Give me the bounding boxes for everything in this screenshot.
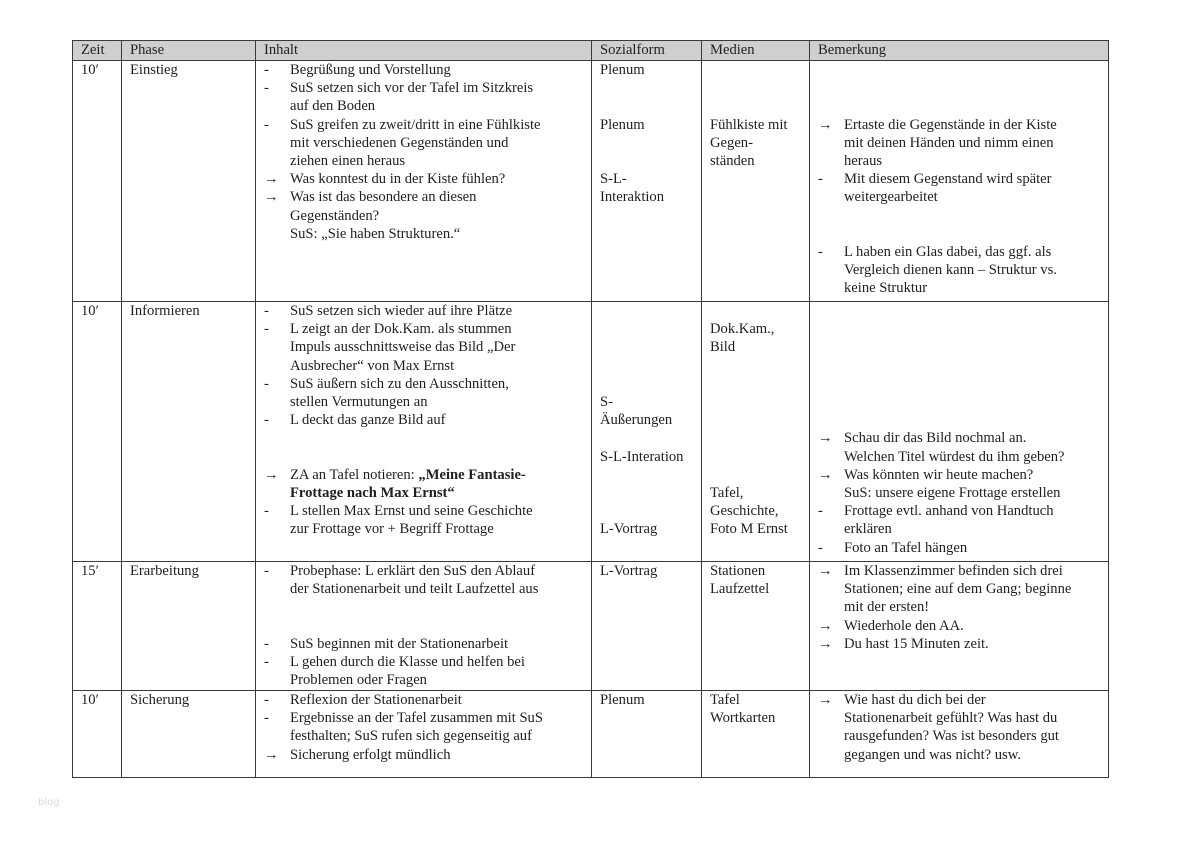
line-text: Reflexion der Stationenarbeit <box>290 692 462 708</box>
line-text: SuS äußern sich zu den Ausschnitten, <box>290 375 509 392</box>
line-text: Plenum <box>600 62 645 78</box>
spacer <box>710 97 803 115</box>
line-text: Schau dir das Bild nochmal an. <box>844 430 1027 447</box>
text-line <box>264 709 585 727</box>
text-line <box>818 484 1102 502</box>
line-text: Gegen- <box>710 134 753 151</box>
dash-bullet: - <box>264 62 269 78</box>
text-line <box>818 580 1102 598</box>
cell-zeit: 10′ <box>73 302 122 562</box>
text-line <box>818 520 1102 538</box>
line-text: S-L-Interation <box>600 448 684 465</box>
dash-bullet: - <box>818 503 823 520</box>
line-text: festhalten; SuS rufen sich gegenseitig auf <box>290 728 532 745</box>
line-text: erklären <box>844 521 892 538</box>
line-text: Was konntest du in der Kiste fühlen? <box>290 171 506 188</box>
spacer <box>600 79 695 97</box>
line-text: Begrüßung und Vorstellung <box>290 62 451 78</box>
header-zeit: Zeit <box>73 41 122 61</box>
line-text: Frottage nach Max Ernst“ <box>290 485 455 501</box>
dash-bullet: - <box>264 635 269 652</box>
line-text: Frottage evtl. anhand von Handtuch <box>844 503 1054 520</box>
text-line <box>818 116 1102 134</box>
line-text: S- <box>600 393 613 410</box>
cell-bemerkung <box>810 562 1109 691</box>
spacer <box>264 617 585 635</box>
text-line <box>264 188 585 206</box>
line-text: Wie hast du dich bei der <box>844 692 986 708</box>
cell-phase: Einstieg <box>122 61 256 302</box>
dash-bullet: - <box>818 539 823 556</box>
spacer <box>600 152 695 170</box>
spacer <box>264 448 585 466</box>
line-text: ständen <box>710 152 755 169</box>
spacer <box>710 448 803 466</box>
text-line <box>264 520 585 538</box>
text-line <box>600 393 695 411</box>
text-line <box>264 671 585 689</box>
text-line <box>264 562 585 580</box>
line-text: L gehen durch die Klasse und helfen bei <box>290 653 525 670</box>
spacer <box>600 357 695 375</box>
line-text: Plenum <box>600 116 645 133</box>
line-text: Was ist das besondere an diesen <box>290 189 477 206</box>
header-inhalt: Inhalt <box>256 41 592 61</box>
dash-bullet: - <box>264 503 269 520</box>
cell-medien <box>702 691 810 778</box>
text-line <box>818 279 1102 297</box>
text-line <box>710 502 803 520</box>
line-text: Impuls ausschnittsweise das Bild „Der <box>290 339 516 356</box>
line-text: Wiederhole den AA. <box>844 617 964 634</box>
cell-zeit: 15′ <box>73 562 122 691</box>
text-line <box>264 635 585 653</box>
spacer <box>600 429 695 447</box>
table-row <box>73 562 1109 691</box>
text-line <box>600 411 695 429</box>
text-line <box>264 484 585 502</box>
cell-bemerkung <box>810 61 1109 302</box>
line-text: der Stationenarbeit und teilt Laufzettel aus <box>290 581 539 598</box>
line-text: Tafel, <box>710 484 744 501</box>
spacer <box>818 97 1102 115</box>
line-text: Welchen Titel würdest du ihm geben? <box>844 448 1065 465</box>
spacer <box>264 429 585 447</box>
text-line <box>710 320 803 338</box>
line-text: SuS: „Sie haben Strukturen.“ <box>290 225 461 242</box>
spacer <box>710 411 803 429</box>
dash-bullet: - <box>818 243 823 260</box>
text-line <box>600 691 695 709</box>
line-text: Gegenständen? <box>290 207 380 224</box>
cell-bemerkung <box>810 302 1109 562</box>
text-line <box>264 116 585 134</box>
spacer <box>818 411 1102 429</box>
spacer <box>710 79 803 97</box>
spacer <box>600 134 695 152</box>
line-text: SuS setzen sich wieder auf ihre Plätze <box>290 303 513 319</box>
line-text: ZA an Tafel notieren: „Meine Fantasie- <box>290 466 526 483</box>
cell-bemerkung <box>810 691 1109 778</box>
text-line <box>818 746 1102 764</box>
line-text: Sicherung erfolgt mündlich <box>290 746 451 763</box>
line-text: Foto M Ernst <box>710 521 788 538</box>
text-line <box>600 562 695 580</box>
table-row <box>73 61 1109 302</box>
text-line <box>818 134 1102 152</box>
text-line <box>710 134 803 152</box>
line-text: L-Vortrag <box>600 563 658 579</box>
table-row <box>73 691 1109 778</box>
cell-medien <box>702 562 810 691</box>
cell-phase: Erarbeitung <box>122 562 256 691</box>
line-text: L haben ein Glas dabei, das ggf. als <box>844 243 1052 260</box>
cell-medien <box>702 302 810 562</box>
spacer <box>818 302 1102 320</box>
line-text: Probephase: L erklärt den SuS den Ablauf <box>290 563 536 579</box>
line-text: SuS beginnen mit der Stationenarbeit <box>290 635 509 652</box>
text-line <box>818 429 1102 447</box>
line-text: Im Klassenzimmer befinden sich drei <box>844 563 1063 579</box>
text-line <box>264 653 585 671</box>
text-line <box>818 152 1102 170</box>
text-line <box>818 448 1102 466</box>
line-text: heraus <box>844 152 883 169</box>
spacer <box>600 302 695 320</box>
line-text: keine Struktur <box>844 280 928 297</box>
spacer <box>818 225 1102 243</box>
line-text: L stellen Max Ernst und seine Geschichte <box>290 503 533 520</box>
spacer <box>818 207 1102 225</box>
text-line <box>264 152 585 170</box>
text-line <box>264 393 585 411</box>
spacer <box>600 502 695 520</box>
text-line <box>600 61 695 79</box>
spacer <box>818 320 1102 338</box>
spacer <box>600 375 695 393</box>
lesson-plan-table <box>72 40 1109 778</box>
watermark: blog <box>38 797 60 808</box>
line-text: Bild <box>710 339 736 356</box>
text-line <box>818 243 1102 261</box>
text-line <box>264 207 585 225</box>
header-medien: Medien <box>702 41 810 61</box>
text-line <box>264 375 585 393</box>
line-text: Fühlkiste mit <box>710 116 788 133</box>
spacer <box>264 598 585 616</box>
spacer <box>710 375 803 393</box>
cell-medien <box>702 61 810 302</box>
cell-inhalt <box>256 61 592 302</box>
text-line <box>264 225 585 243</box>
text-line <box>264 97 585 115</box>
cell-sozialform <box>592 302 702 562</box>
line-text: Du hast 15 Minuten zeit. <box>844 635 989 652</box>
text-line <box>818 709 1102 727</box>
line-text: Mit diesem Gegenstand wird später <box>844 171 1052 188</box>
spacer <box>818 61 1102 79</box>
spacer <box>710 302 803 320</box>
dash-bullet: - <box>818 171 823 188</box>
text-line <box>264 338 585 356</box>
line-text: Ausbrecher“ von Max Ernst <box>290 357 455 374</box>
cell-phase: Sicherung <box>122 691 256 778</box>
arrow-icon: → <box>818 430 833 447</box>
line-text: weitergearbeitet <box>844 189 938 206</box>
arrow-icon: → <box>264 746 279 763</box>
dash-bullet: - <box>264 412 269 429</box>
text-line <box>264 170 585 188</box>
text-line <box>264 134 585 152</box>
line-text: zur Frottage vor + Begriff Frottage <box>290 521 494 538</box>
line-text: auf den Boden <box>290 98 376 115</box>
text-line <box>264 466 585 484</box>
text-line <box>264 411 585 429</box>
text-line <box>710 116 803 134</box>
cell-inhalt <box>256 562 592 691</box>
spacer <box>818 375 1102 393</box>
line-text: ziehen einen heraus <box>290 153 406 170</box>
text-line <box>600 170 695 188</box>
line-text: stellen Vermutungen an <box>290 394 428 411</box>
spacer <box>600 484 695 502</box>
arrow-icon: → <box>818 116 833 133</box>
line-text: rausgefunden? Was ist besonders gut <box>844 728 1059 745</box>
spacer <box>600 338 695 356</box>
text-line <box>818 502 1102 520</box>
text-line <box>818 261 1102 279</box>
cell-inhalt <box>256 302 592 562</box>
text-line <box>264 302 585 320</box>
text-line <box>818 635 1102 653</box>
line-text: Plenum <box>600 692 645 708</box>
line-text: L zeigt an der Dok.Kam. als stummen <box>290 321 512 338</box>
spacer <box>818 79 1102 97</box>
line-text: L deckt das ganze Bild auf <box>290 412 446 429</box>
text-line <box>710 152 803 170</box>
dash-bullet: - <box>264 563 269 579</box>
line-text: Was könnten wir heute machen? <box>844 466 1034 483</box>
dash-bullet: - <box>264 116 269 133</box>
spacer <box>818 357 1102 375</box>
line-text: Stationen; eine auf dem Gang; beginne <box>844 581 1072 598</box>
text-line <box>818 466 1102 484</box>
spacer <box>710 61 803 79</box>
text-line <box>264 746 585 764</box>
text-line <box>818 691 1102 709</box>
line-text: mit der ersten! <box>844 599 930 616</box>
line-text: Geschichte, <box>710 503 779 520</box>
text-line <box>600 520 695 538</box>
text-line <box>710 691 803 709</box>
spacer <box>710 393 803 411</box>
text-line <box>818 539 1102 557</box>
header-bemerkung: Bemerkung <box>810 41 1109 61</box>
text-line <box>264 61 585 79</box>
line-text: Ertaste die Gegenstände in der Kiste <box>844 116 1057 133</box>
cell-inhalt <box>256 691 592 778</box>
arrow-icon: → <box>818 617 833 634</box>
line-text: Dok.Kam., <box>710 321 775 338</box>
text-line <box>264 357 585 375</box>
arrow-icon: → <box>818 635 833 652</box>
text-line <box>710 562 803 580</box>
cell-sozialform <box>592 562 702 691</box>
line-text: L-Vortrag <box>600 521 658 538</box>
dash-bullet: - <box>264 80 269 97</box>
spacer <box>710 466 803 484</box>
arrow-icon: → <box>264 189 279 206</box>
line-text: mit verschiedenen Gegenständen und <box>290 134 509 151</box>
line-text: Äußerungen <box>600 412 673 429</box>
text-line <box>818 598 1102 616</box>
cell-zeit: 10′ <box>73 691 122 778</box>
line-text: Problemen oder Fragen <box>290 672 427 689</box>
text-line <box>818 727 1102 745</box>
text-line <box>710 338 803 356</box>
header-sozialform: Sozialform <box>592 41 702 61</box>
header-phase: Phase <box>122 41 256 61</box>
text-line <box>818 562 1102 580</box>
line-text: SuS greifen zu zweit/dritt in eine Fühlkiste <box>290 116 541 133</box>
line-text: Vergleich dienen kann – Struktur vs. <box>844 262 1057 279</box>
text-line <box>600 448 695 466</box>
spacer <box>600 320 695 338</box>
arrow-icon: → <box>818 692 833 708</box>
text-line <box>818 170 1102 188</box>
arrow-icon: → <box>818 563 833 579</box>
table-row <box>73 302 1109 562</box>
spacer <box>600 466 695 484</box>
spacer <box>600 97 695 115</box>
dash-bullet: - <box>264 710 269 727</box>
cell-zeit: 10′ <box>73 61 122 302</box>
spacer <box>710 357 803 375</box>
spacer <box>818 393 1102 411</box>
text-line <box>600 116 695 134</box>
line-text: Stationen <box>710 563 766 579</box>
line-text: gegangen und was nicht? usw. <box>844 746 1021 763</box>
dash-bullet: - <box>264 375 269 392</box>
line-text: Interaktion <box>600 189 665 206</box>
text-line <box>818 188 1102 206</box>
cell-sozialform <box>592 61 702 302</box>
dash-bullet: - <box>264 321 269 338</box>
line-text: Foto an Tafel hängen <box>844 539 968 556</box>
text-line <box>264 79 585 97</box>
cell-sozialform <box>592 691 702 778</box>
line-text: Tafel <box>710 692 740 708</box>
text-line <box>710 520 803 538</box>
line-text: Stationenarbeit gefühlt? Was hast du <box>844 710 1058 727</box>
line-text: SuS setzen sich vor der Tafel im Sitzkreis <box>290 80 534 97</box>
line-text: Wortkarten <box>710 710 776 727</box>
arrow-icon: → <box>818 466 833 483</box>
dash-bullet: - <box>264 653 269 670</box>
text-line <box>264 320 585 338</box>
dash-bullet: - <box>264 303 269 319</box>
line-text: SuS: unsere eigene Frottage erstellen <box>844 484 1061 501</box>
text-line <box>818 617 1102 635</box>
dash-bullet: - <box>264 692 269 708</box>
text-line <box>710 580 803 598</box>
line-text: Laufzettel <box>710 581 770 598</box>
cell-phase: Informieren <box>122 302 256 562</box>
line-text: S-L- <box>600 171 627 188</box>
arrow-icon: → <box>264 466 279 483</box>
text-line <box>264 502 585 520</box>
header-row <box>73 41 1109 61</box>
arrow-icon: → <box>264 171 279 188</box>
text-line <box>710 709 803 727</box>
text-line <box>710 484 803 502</box>
line-text: mit deinen Händen und nimm einen <box>844 134 1054 151</box>
text-line <box>264 727 585 745</box>
line-text: Ergebnisse an der Tafel zusammen mit SuS <box>290 710 543 727</box>
spacer <box>710 429 803 447</box>
text-line <box>264 580 585 598</box>
text-line <box>600 188 695 206</box>
text-line <box>264 691 585 709</box>
spacer <box>818 338 1102 356</box>
